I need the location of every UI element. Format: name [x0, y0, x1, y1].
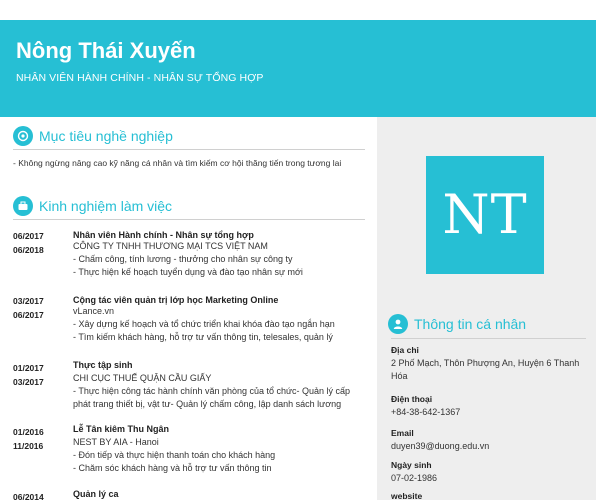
email-label: Email — [391, 428, 414, 438]
experience-detail: - Thực hiện kế hoạch tuyển dụng và đào tạo nhân sự mới — [73, 267, 303, 277]
experience-detail: phát trang thiết bị, vật tư- Quản lý chấm công, lập danh sách lương — [73, 399, 342, 409]
birthday-value: 07-02-1986 — [391, 473, 438, 483]
experience-detail: - Chấm công, tính lương - thưởng cho nhân sự công ty — [73, 254, 293, 264]
phone-label: Điện thoại — [391, 394, 433, 404]
address-value: 2 Phố Mạch, Thôn Phượng An, Huyện 6 Thanh Hóa — [391, 358, 580, 381]
experience-start-date: 01/2016 — [13, 427, 44, 437]
experience-end-date: 11/2016 — [13, 441, 44, 451]
avatar: NT — [426, 156, 544, 274]
experience-start-date: 06/2014 — [13, 492, 44, 502]
experience-detail: - Thực hiện công tác hành chính văn phòng của tổ chức- Quản lý cấp — [73, 386, 351, 396]
objective-text: - Không ngừng nâng cao kỹ năng cá nhân và tìm kiếm cơ hội thăng tiến trong tương lai — [13, 158, 342, 168]
experience-start-date: 03/2017 — [13, 296, 44, 306]
experience-company: CHI CỤC THUẾ QUẬN CẦU GIẤY — [73, 373, 212, 383]
personal-divider — [391, 338, 586, 339]
birthday-label: Ngày sinh — [391, 460, 432, 470]
experience-detail: - Tìm kiếm khách hàng, hỗ trợ tư vấn thông tin, telesales, quản lý — [73, 332, 333, 342]
top-margin — [0, 0, 596, 20]
experience-start-date: 01/2017 — [13, 363, 44, 373]
experience-section-title: Kinh nghiệm làm việc — [39, 198, 173, 214]
objective-section-header — [13, 126, 173, 146]
objective-divider — [13, 149, 365, 150]
experience-divider — [13, 219, 365, 220]
cv-header — [0, 20, 596, 117]
experience-job-title: Lễ Tân kiêm Thu Ngân — [73, 424, 170, 434]
objective-section-title: Mục tiêu nghề nghiệp — [39, 128, 173, 144]
experience-end-date: 06/2018 — [13, 245, 44, 255]
personal-section-title: Thông tin cá nhân — [414, 316, 527, 332]
personal-section-header — [388, 314, 526, 334]
experience-end-date: 03/2017 — [13, 377, 44, 387]
experience-end-date: 06/2017 — [13, 310, 44, 320]
experience-detail: - Xây dựng kế hoạch và tổ chức triển khai khóa đào tạo ngắn hạn — [73, 319, 335, 329]
briefcase-icon — [13, 196, 33, 216]
experience-job-title: Cộng tác viên quản trị lớp học Marketing Online — [73, 295, 279, 305]
experience-detail: - Đón tiếp và thực hiện thanh toán cho khách hàng — [73, 450, 276, 460]
experience-company: vLance.vn — [73, 306, 115, 316]
experience-job-title: Quản lý ca — [73, 489, 119, 499]
personal-info-panel — [377, 117, 596, 500]
experience-section-header — [13, 196, 172, 216]
experience-job-title: Nhân viên Hành chính - Nhân sự tổng hợp — [73, 230, 254, 240]
email-value: duyen39@duong.edu.vn — [391, 441, 490, 451]
website-label: website — [391, 491, 423, 501]
user-icon — [388, 314, 408, 334]
candidate-job-title: NHÂN VIÊN HÀNH CHÍNH - NHÂN SỰ TỔNG HỢP — [16, 72, 264, 84]
target-icon — [13, 126, 33, 146]
experience-detail: - Chăm sóc khách hàng và hỗ trợ tư vấn thông tin — [73, 463, 272, 473]
phone-value: +84-38-642-1367 — [391, 407, 461, 417]
address-label: Địa chỉ — [391, 345, 419, 355]
experience-start-date: 06/2017 — [13, 231, 44, 241]
experience-company: NEST BY AIA - Hanoi — [73, 437, 159, 447]
candidate-name: Nông Thái Xuyến — [16, 38, 196, 63]
experience-company: CÔNG TY TNHH THƯƠNG MẠI TCS VIỆT NAM — [73, 241, 268, 251]
experience-job-title: Thực tập sinh — [73, 360, 133, 370]
